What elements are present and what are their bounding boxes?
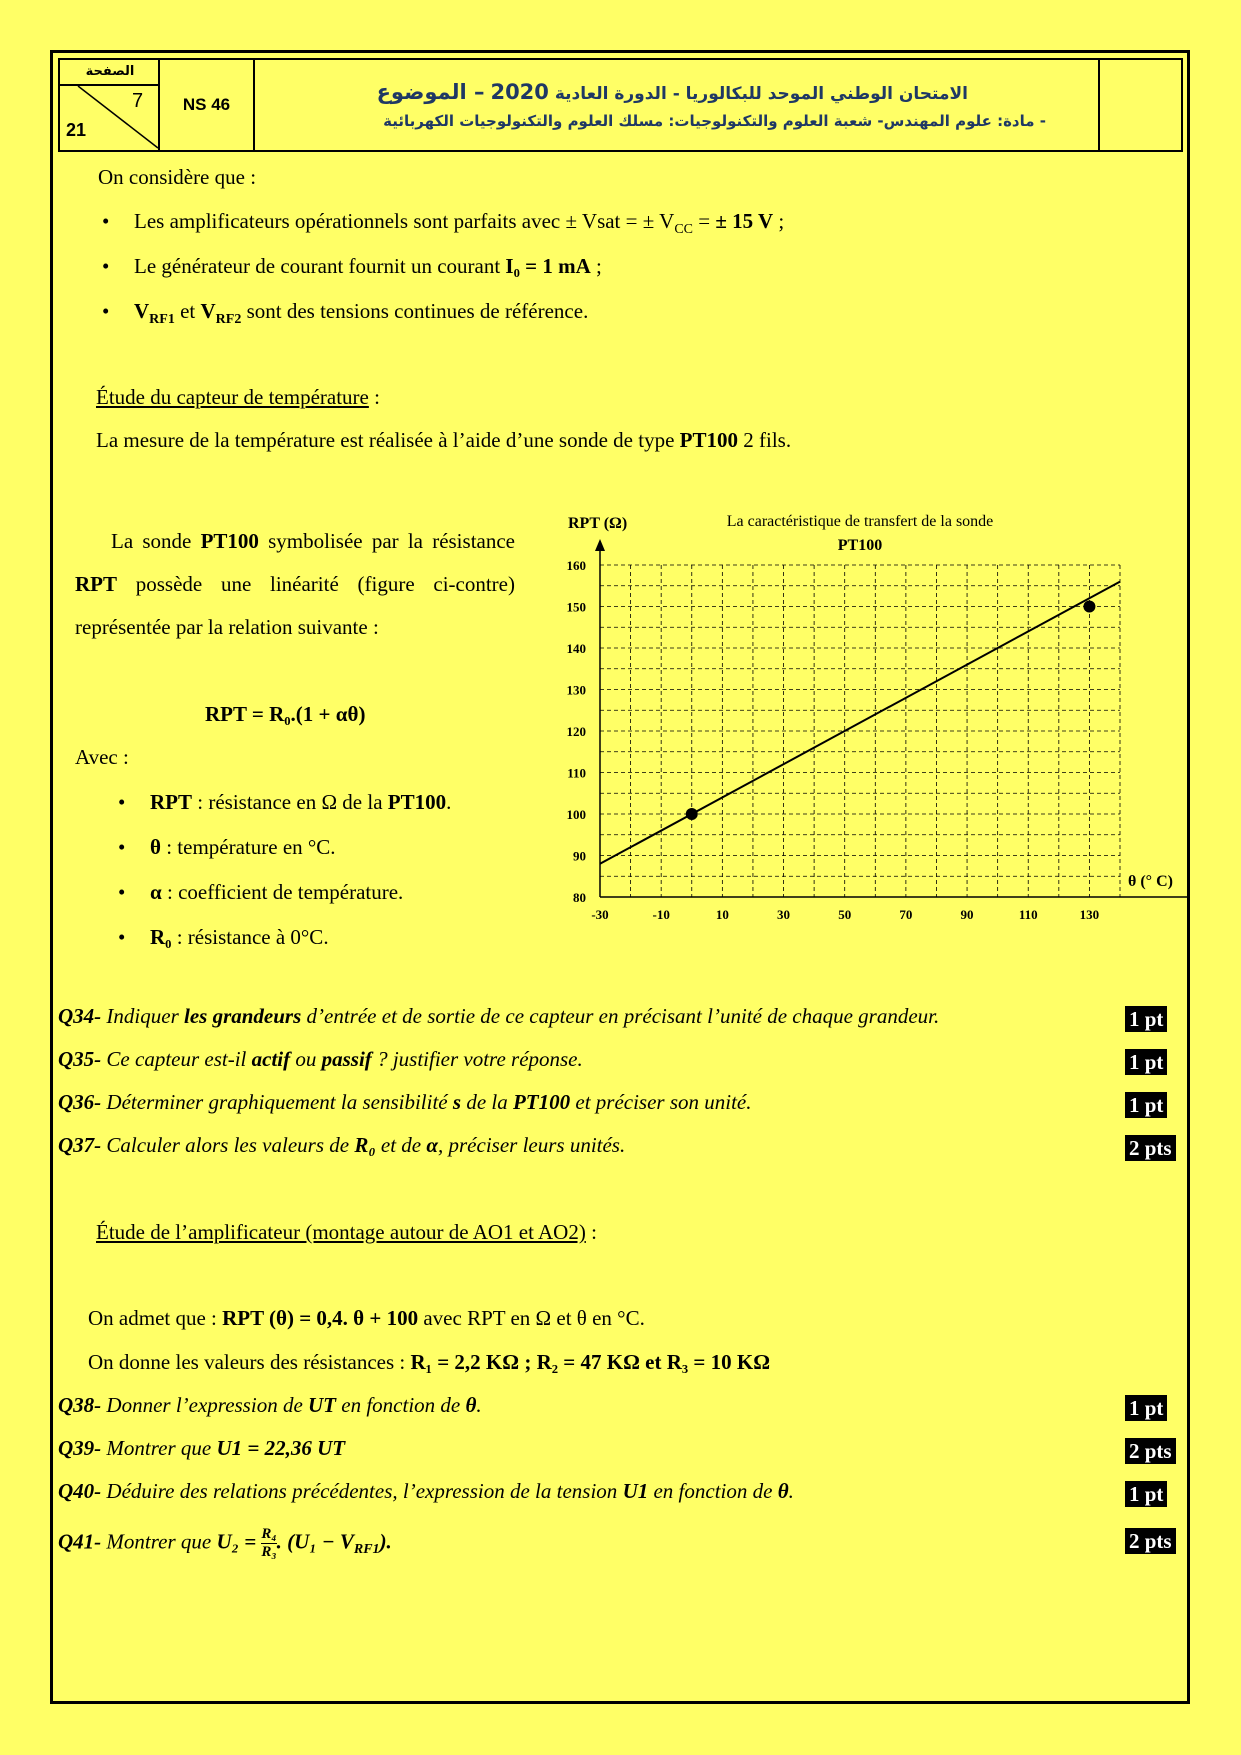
chart-title: La caractéristique de transfert de la sonde — [726, 513, 994, 530]
page-current: 7 — [132, 90, 144, 112]
data-point — [686, 808, 698, 820]
header-blank-cell — [1100, 60, 1183, 150]
y-axis-label: RPT (Ω) — [568, 515, 628, 532]
question-q35: Q35- Ce capteur est-il actif ou passif ? justifier votre réponse. — [58, 1047, 583, 1071]
sensor-description: La sonde PT100 symbolisée par la résistance RPT possède une linéarité (figure ci-contre) représentée par la relation suivante : — [75, 529, 515, 639]
series-line — [600, 582, 1120, 864]
sensor-heading: Étude du capteur de température : — [96, 385, 380, 409]
exam-header — [58, 58, 1183, 152]
points-badge-q34: 1 pt — [1125, 1006, 1167, 1032]
x-tick-label: 110 — [1018, 907, 1038, 922]
y-tick-label: 80 — [573, 890, 586, 905]
def-alpha: • α : coefficient de température. — [150, 880, 403, 905]
points-badge-q35: 1 pt — [1125, 1049, 1167, 1075]
points-badge-q37: 2 pts — [1125, 1135, 1176, 1161]
title-main: الامتحان الوطني الموحد للبكالوريا - الدورة العادية — [554, 84, 968, 104]
x-tick-label: 130 — [1079, 907, 1100, 922]
amp-heading: Étude de l’amplificateur (montage autour de AO1 et AO2) : — [96, 1220, 597, 1244]
points-badge-q39: 2 pts — [1125, 1438, 1176, 1464]
sensor-intro: La mesure de la température est réalisée à l’aide d’une sonde de type PT100 2 fils. — [96, 428, 792, 452]
def-r0: • R₀ : résistance à 0°C. — [150, 925, 329, 950]
chart-subtitle: PT100 — [837, 537, 883, 554]
y-tick-label: 90 — [573, 848, 586, 864]
points-badge-q40: 1 pt — [1125, 1481, 1167, 1507]
question-q34: Q34- Indiquer les grandeurs d’entrée et de sortie de ce capteur en précisant l’unité de chaque grandeur. — [58, 1004, 940, 1028]
x-tick-label: 30 — [777, 907, 791, 922]
x-axis-label: θ (° C) — [1128, 873, 1173, 890]
def-theta: • θ : température en °C. — [150, 835, 336, 860]
title-year: 2020 — [490, 80, 549, 104]
question-q37: Q37- Calculer alors les valeurs de R₀ et de α, préciser leurs unités. — [58, 1133, 626, 1157]
y-tick-label: 140 — [566, 641, 586, 656]
page-number-box — [60, 60, 160, 150]
assumption-vref: • $V_{RF1}$ et $V_{RF2}$ sont des tensions continues de référence. — [134, 299, 588, 328]
title-box — [255, 60, 1100, 150]
question-q40: Q40- Déduire des relations précédentes, l’expression de la tension U1 en fonction de θ. — [58, 1479, 794, 1503]
y-tick-label: 120 — [566, 724, 586, 739]
points-badge-q38: 1 pt — [1125, 1395, 1167, 1421]
x-tick-label: 70 — [899, 907, 913, 922]
sensor-formula: RPT = R₀.(1 + αθ) — [205, 702, 366, 726]
question-q39: Q39- Montrer que U1 = 22,36 UT — [58, 1436, 346, 1460]
consider-text: On considère que : — [98, 165, 257, 189]
y-axis-arrow — [595, 539, 605, 551]
x-tick-label: 90 — [960, 907, 974, 922]
y-tick-label: 130 — [566, 682, 586, 698]
x-axis-arrow — [1187, 892, 1190, 902]
page-total: 21 — [66, 120, 87, 140]
points-badge-q41: 2 pts — [1125, 1528, 1176, 1554]
exam-subtitle: - مادة: علوم المهندس- شعبة العلوم والتكنولوجيات: مسلك العلوم والتكنولوجيات الكهربائية — [383, 112, 1046, 130]
def-rpt: • RPT : résistance en Ω de la PT100. — [150, 790, 451, 815]
question-q41: Q41- Montrer que U₂ = $\frac{\text{R₄}}{\text{R₃}}$ . $(U_1 - V_{RF1})$. — [58, 1526, 392, 1560]
x-tick-label: -10 — [652, 907, 670, 922]
pt100-transfer-chart — [540, 505, 1190, 935]
assumption-opamp: • Les amplificateurs opérationnels sont parfaits avec ± Vsat = ± $V_{CC}$ = ± 15 V ; — [134, 209, 784, 238]
title-subject: – الموضوع — [376, 80, 485, 104]
y-tick-label: 150 — [566, 599, 586, 615]
points-badge-q36: 1 pt — [1125, 1092, 1167, 1118]
question-q36: Q36- Déterminer graphiquement la sensibilité s de la PT100 et préciser son unité. — [58, 1090, 752, 1114]
y-tick-label: 100 — [566, 807, 586, 822]
x-tick-label: 50 — [838, 907, 852, 922]
avec-label: Avec : — [75, 745, 129, 769]
exam-code: NS 46 — [160, 60, 255, 150]
exam-title — [377, 80, 968, 104]
question-q38: Q38- Donner l’expression de UT en fonction de θ. — [58, 1393, 482, 1417]
y-tick-label: 160 — [566, 558, 586, 573]
assumption-current: • Le générateur de courant fournit un courant I₀ = 1 mA ; — [134, 254, 602, 279]
x-tick-label: 10 — [715, 907, 729, 922]
data-point — [1083, 601, 1095, 613]
y-tick-label: 110 — [567, 765, 586, 781]
page-label: الصفحة — [60, 60, 160, 86]
x-tick-label: -30 — [591, 907, 609, 922]
fraction-r4-r3: $\frac{\text{R₄}}{\text{R₃}}$ — [261, 1526, 277, 1560]
amp-admit: On admet que : RPT (θ) = 0,4. θ + 100 avec RPT en Ω et θ en °C. — [88, 1306, 645, 1330]
amp-values: On donne les valeurs des résistances : R₁ = 2,2 KΩ ; R₂ = 47 KΩ et R₃ = 10 KΩ — [88, 1350, 771, 1374]
